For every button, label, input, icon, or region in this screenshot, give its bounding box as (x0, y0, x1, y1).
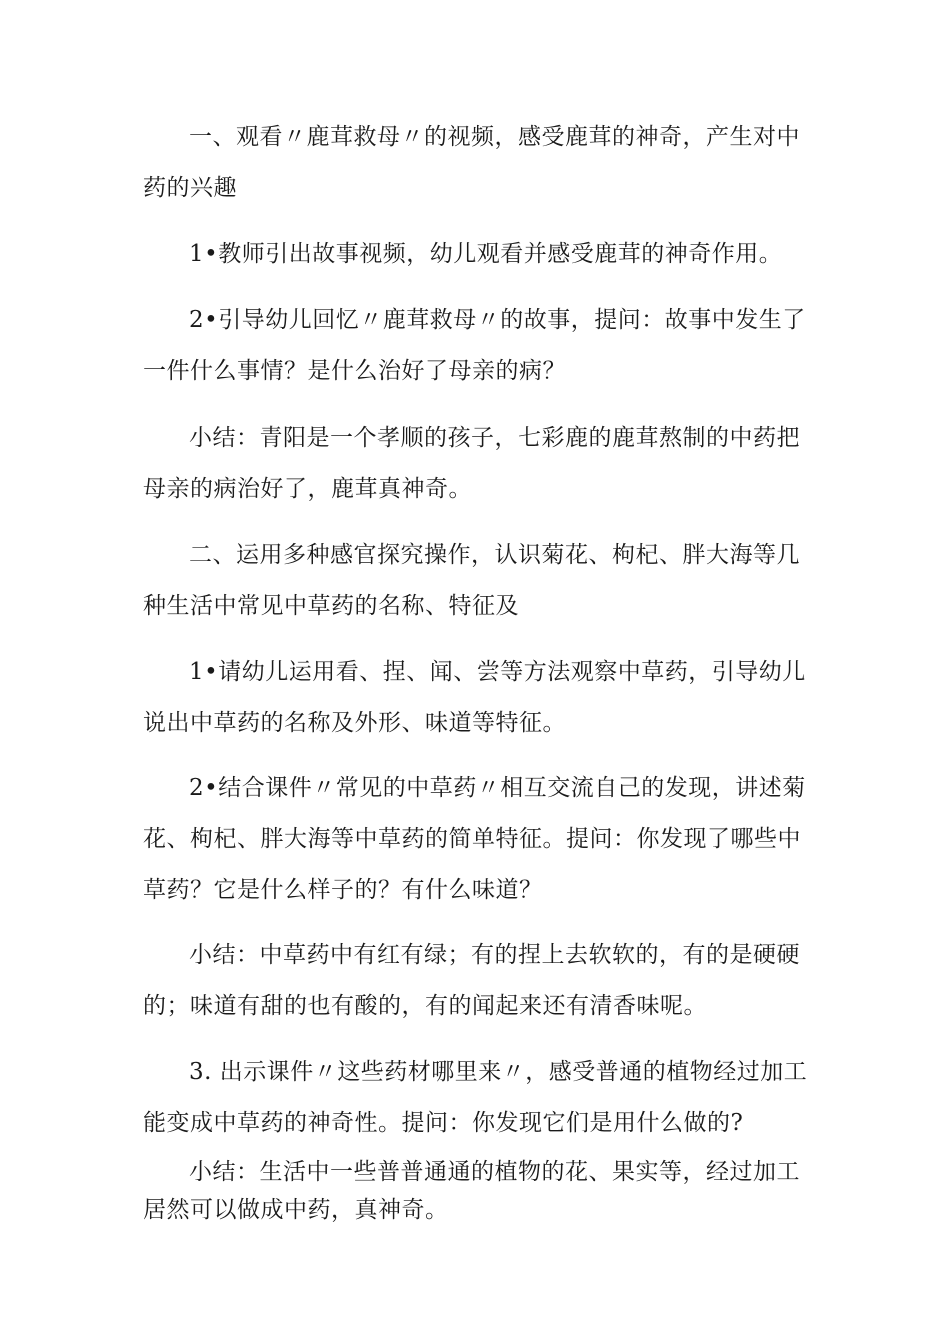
paragraph-item-2-2: 2•结合课件〃常见的中草药〃相互交流自己的发现，讲述菊花、枸杞、胖大海等中草药的简单特征。提问：你发现了哪些中草药？它是什么样子的？有什么味道？ (143, 775, 806, 903)
paragraph-item-1-1: 1•教师引出故事视频，幼儿观看并感受鹿茸的神奇作用。 (189, 241, 783, 267)
paragraph-summary-3: 小结：生活中一些普普通通的植物的花、果实等，经过加工居然可以做成中药，真神奇。 (143, 1159, 800, 1223)
paragraph-summary-1: 小结：青阳是一个孝顺的孩子，七彩鹿的鹿茸熬制的中药把母亲的病治好了，鹿茸真神奇。 (143, 425, 800, 502)
paragraph-summary-2: 小结：中草药中有红有绿；有的捏上去软软的，有的是硬硬的；味道有甜的也有酸的，有的闻起来还有清香味呢。 (143, 942, 800, 1019)
section-heading-2: 二、运用多种感官探究操作，认识菊花、枸杞、胖大海等几种生活中常见中草药的名称、特征及 (143, 542, 800, 619)
paragraph-item-2-1: 1•请幼儿运用看、捏、闻、尝等方法观察中草药，引导幼儿说出中草药的名称及外形、味道等特征。 (143, 659, 806, 736)
section-heading-1: 一、观看〃鹿茸救母〃的视频，感受鹿茸的神奇，产生对中药的兴趣 (143, 124, 800, 201)
paragraph-item-2-3: 3. 出示课件〃这些药材哪里来〃，感受普通的植物经过加工能变成中草药的神奇性。提问：你发现它们是用什么做的? (143, 1059, 808, 1136)
paragraph-item-1-2: 2•引导幼儿回忆〃鹿茸救母〃的故事，提问：故事中发生了一件什么事情？是什么治好了母亲的病？ (143, 307, 806, 384)
